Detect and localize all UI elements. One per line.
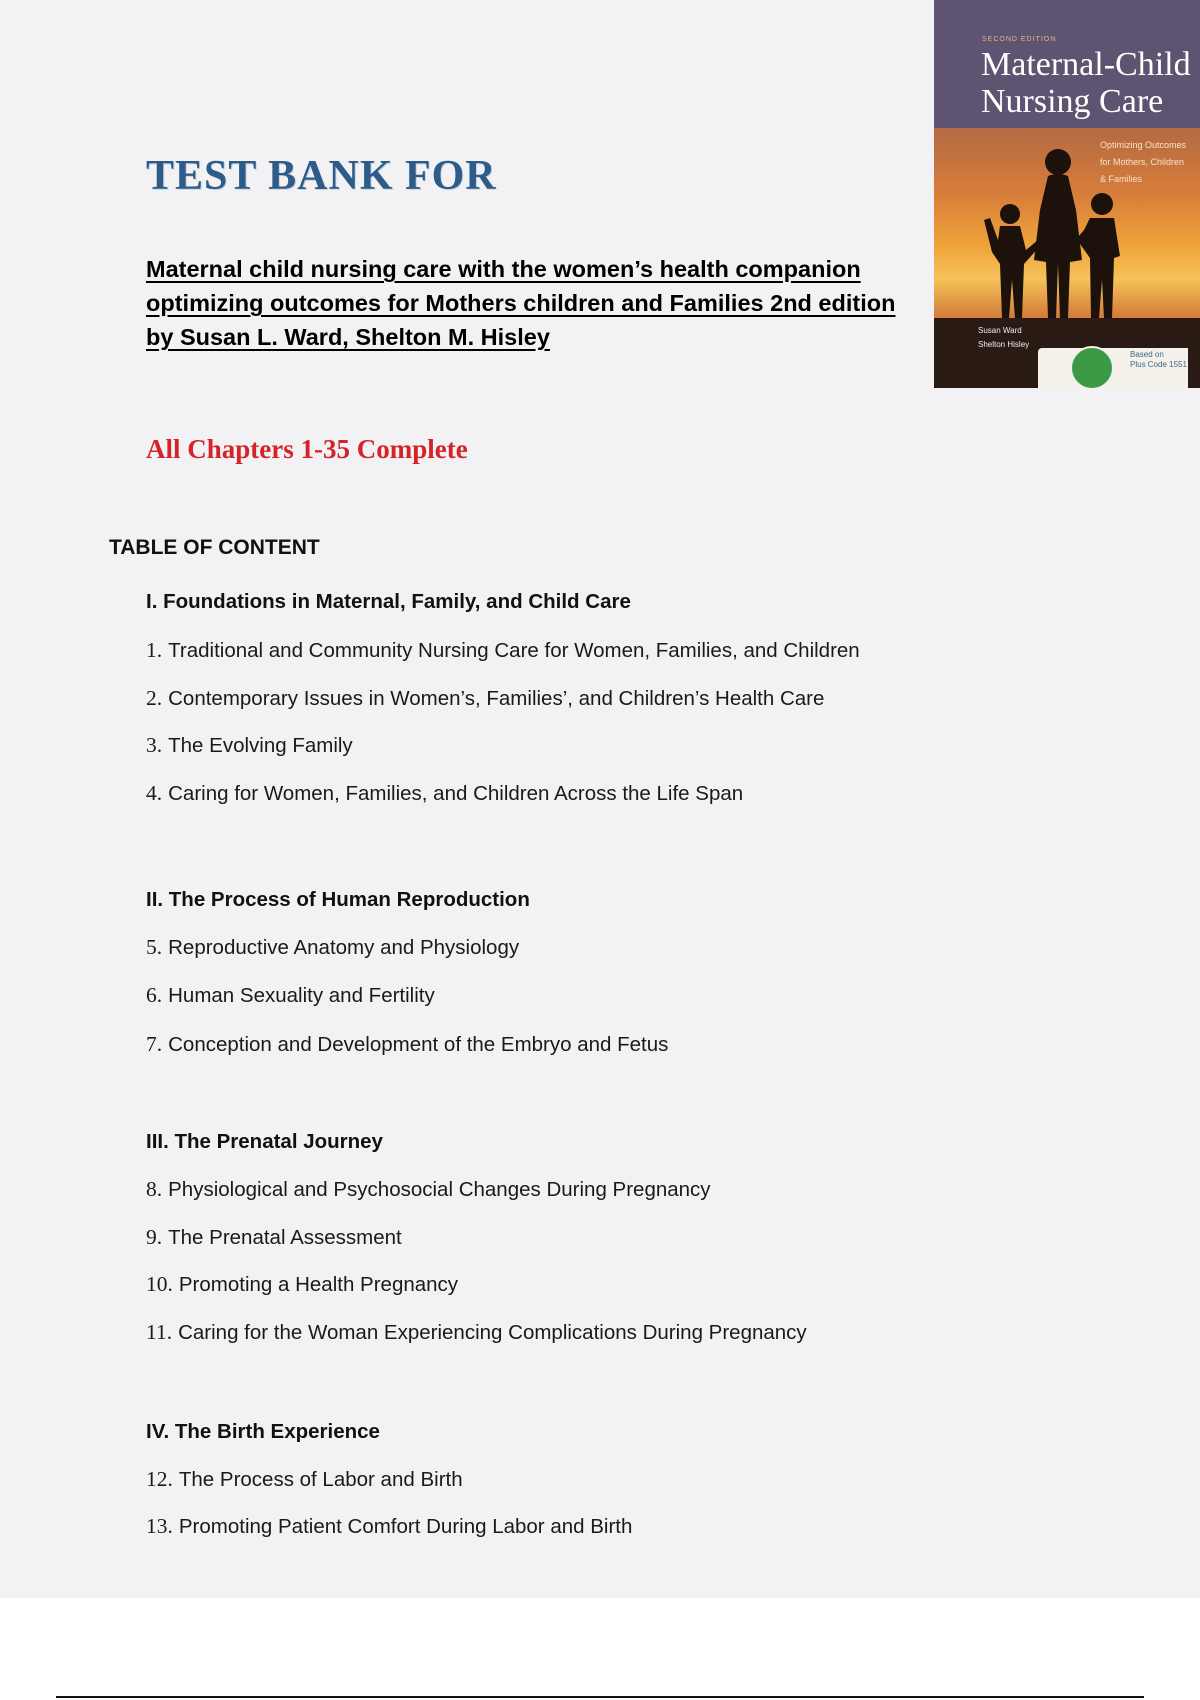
cover-edition: SECOND EDITION	[982, 36, 1057, 43]
toc-heading: TABLE OF CONTENT	[109, 536, 320, 559]
test-bank-title: TEST BANK FOR	[146, 153, 497, 199]
toc-chapter: 8. Physiological and Psychosocial Changes During Pregnancy	[146, 1177, 711, 1201]
cover-badge-text: Based on Plus Code 1551	[1130, 350, 1187, 369]
book-cover-image	[934, 0, 1200, 388]
chapters-complete-label: All Chapters 1-35 Complete	[146, 434, 468, 464]
toc-chapter: 1. Traditional and Community Nursing Care for Women, Families, and Children	[146, 638, 860, 662]
cover-subtitle: Optimizing Outcomes for Mothers, Children & Families	[1100, 140, 1187, 184]
toc-chapter: 2. Contemporary Issues in Women’s, Families’, and Children’s Health Care	[146, 686, 825, 710]
toc-chapter: 12. The Process of Labor and Birth	[146, 1467, 463, 1491]
toc-chapter: 4. Caring for Women, Families, and Children Across the Life Span	[146, 781, 744, 805]
toc-part-2-title: II. The Process of Human Reproduction	[146, 888, 530, 911]
toc-chapter: 3. The Evolving Family	[146, 733, 353, 757]
toc-chapter: 10. Promoting a Health Pregnancy	[146, 1272, 459, 1296]
book-subtitle: Maternal child nursing care with the women’s health companion optimizing outcomes for Mothers children and Families 2nd edition by Susan L. Ward, Shelton M. Hisley	[146, 256, 896, 350]
toc-chapter: 13. Promoting Patient Comfort During Labor and Birth	[146, 1514, 633, 1538]
toc-chapter: 5. Reproductive Anatomy and Physiology	[146, 935, 520, 959]
toc-part-3-title: III. The Prenatal Journey	[146, 1130, 383, 1153]
globe-logo-icon	[1070, 346, 1114, 388]
toc-chapter: 11. Caring for the Woman Experiencing Complications During Pregnancy	[146, 1320, 807, 1344]
family-silhouette-icon	[974, 140, 1134, 320]
toc-chapter: 6. Human Sexuality and Fertility	[146, 983, 435, 1007]
cover-authors: Susan Ward Shelton Hisley	[978, 326, 1030, 349]
toc-chapter: 9. The Prenatal Assessment	[146, 1225, 402, 1249]
footer-divider	[56, 1696, 1144, 1698]
cover-title: Maternal-Child Nursing Care	[981, 46, 1191, 120]
toc-chapter: 7. Conception and Development of the Embryo and Fetus	[146, 1032, 669, 1056]
toc-part-4-title: IV. The Birth Experience	[146, 1420, 380, 1443]
toc-part-1-title: I. Foundations in Maternal, Family, and Child Care	[146, 590, 631, 613]
